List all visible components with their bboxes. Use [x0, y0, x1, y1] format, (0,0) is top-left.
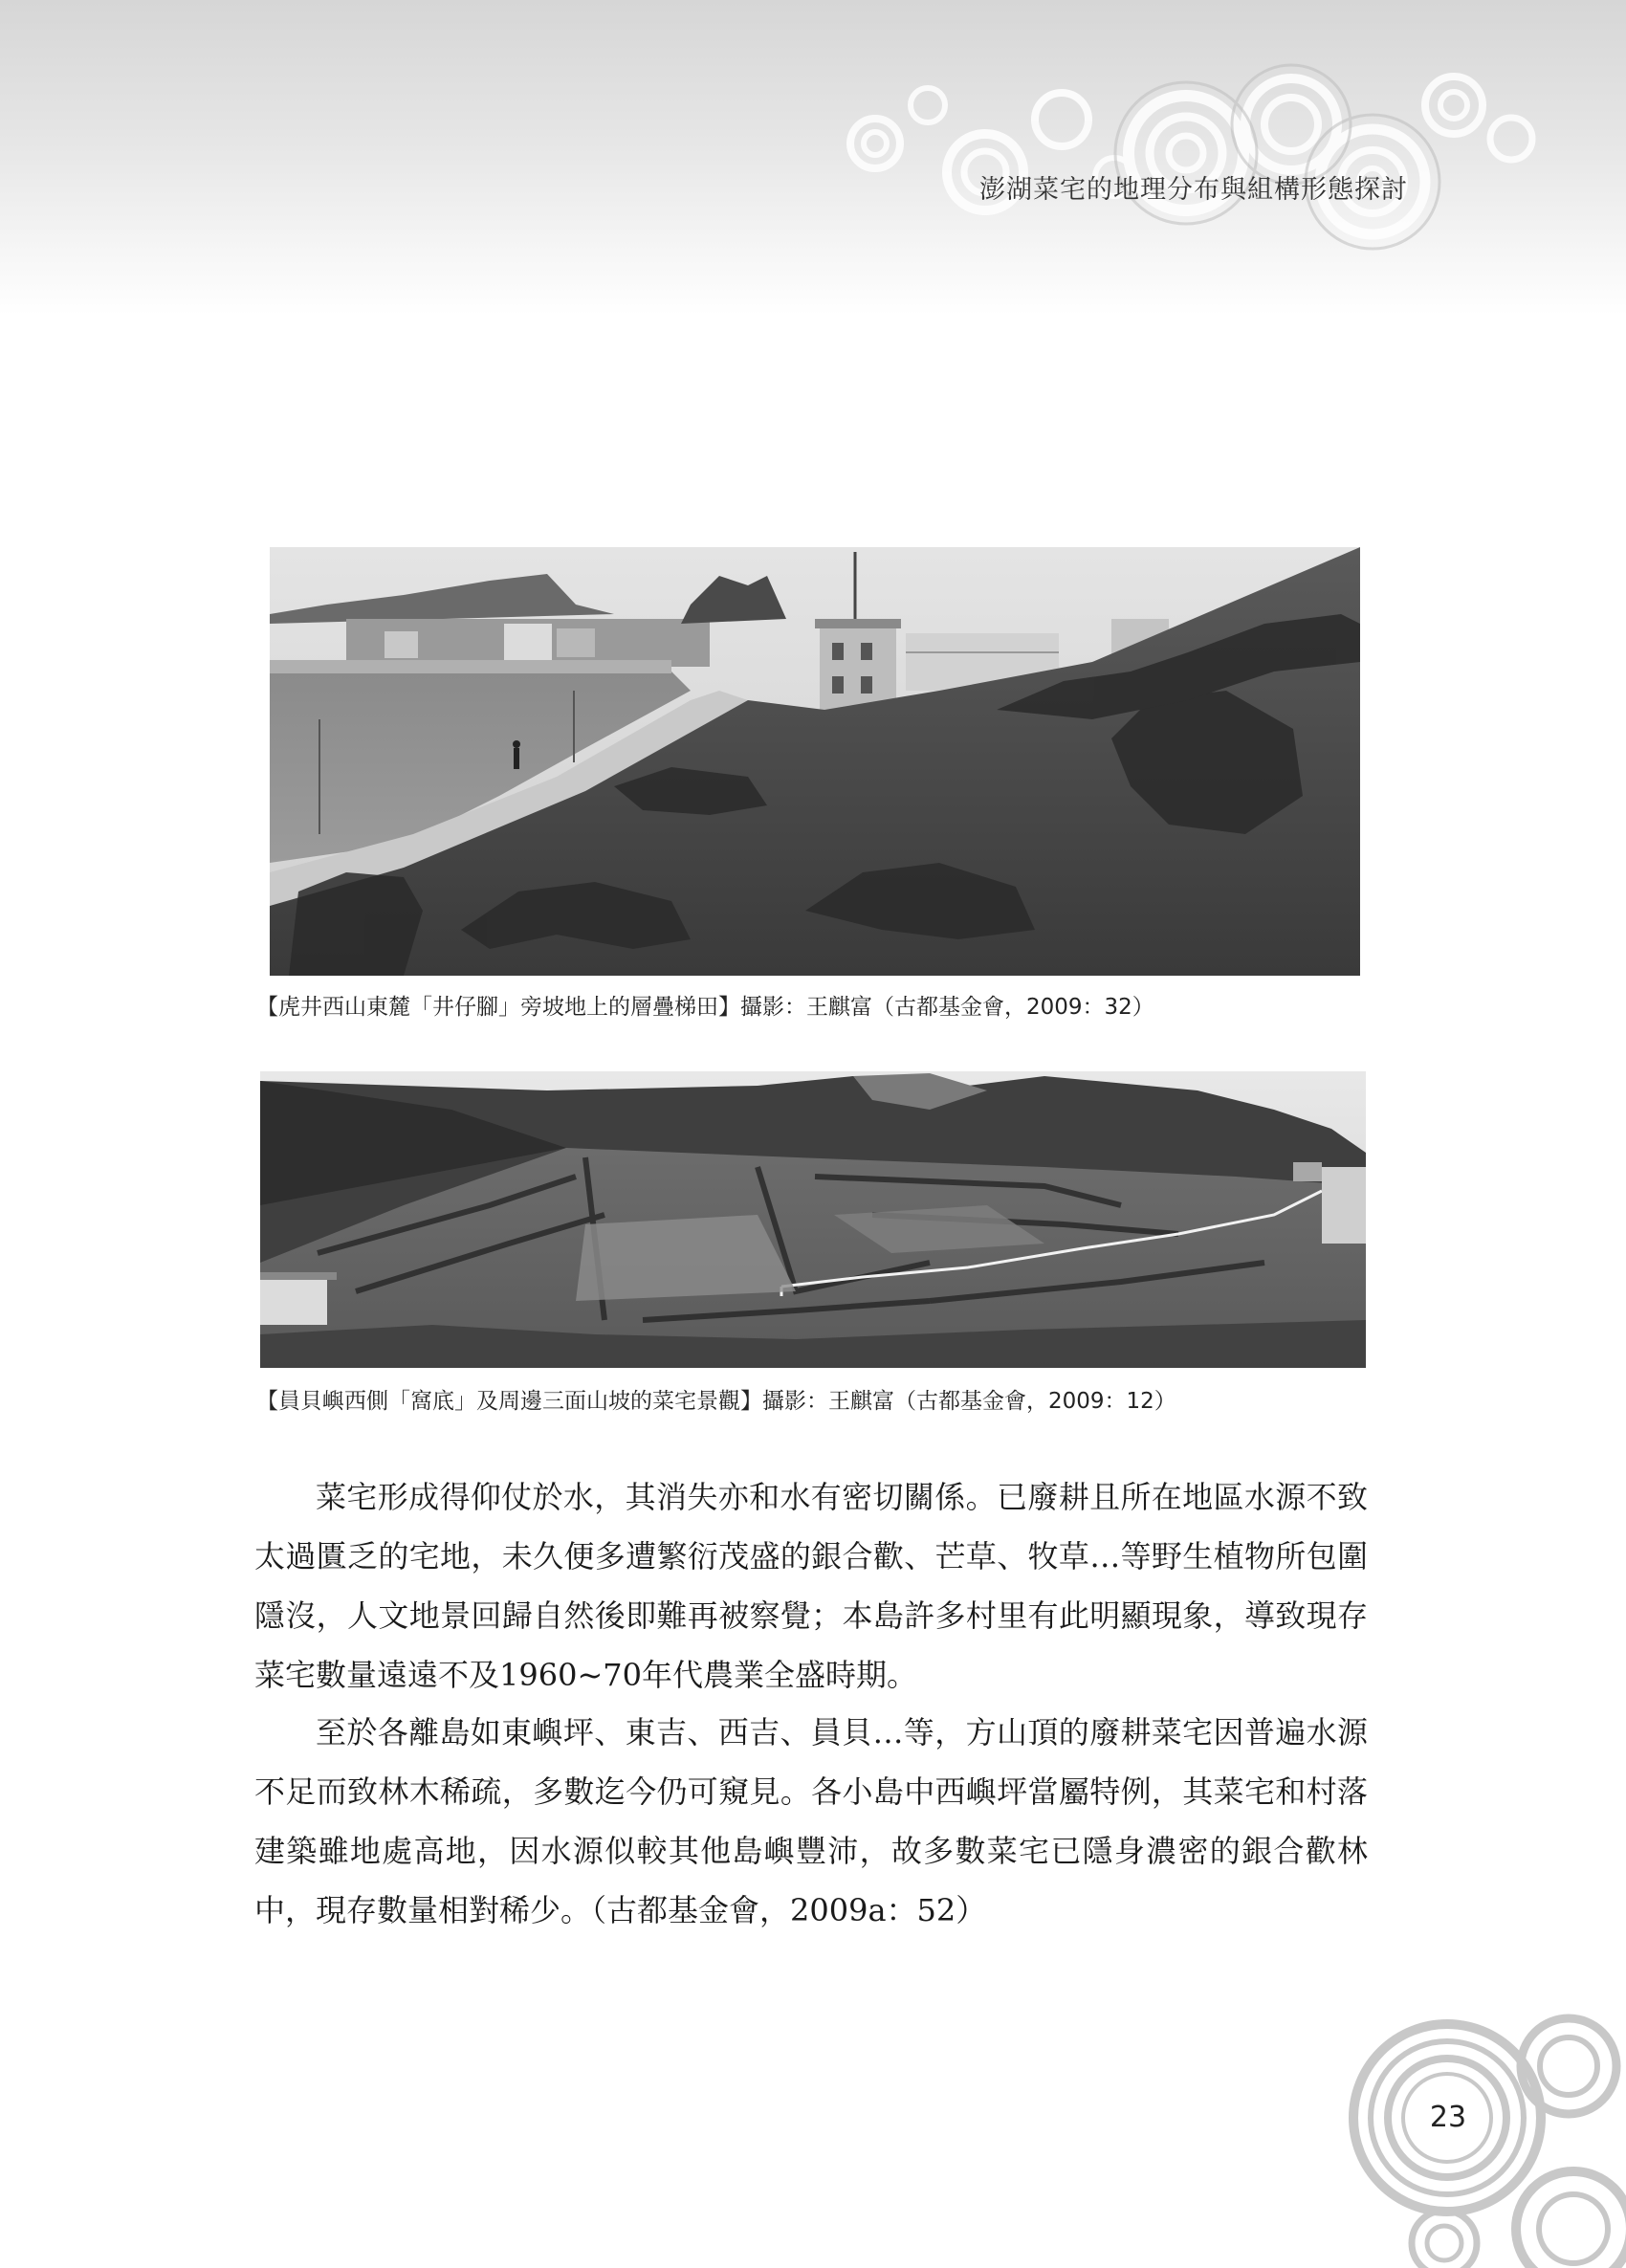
footer-circles-decoration: [1339, 2009, 1626, 2268]
figure-2-caption: 【員貝嶼西側「窩底」及周邊三面山坡的菜宅景觀】攝影：王麒富（古都基金會，2009：12）: [256, 1389, 1176, 1414]
figure-1-photo: [270, 547, 1360, 976]
body-paragraph-1: 菜宅形成得仰仗於水，其消失亦和水有密切關係。已廢耕且所在地區水源不致太過匱乏的宅地，未久便多遭繁衍茂盛的銀合歡、芒草、牧草…等野生植物所包圍隱沒，人文地景回歸自然後即難再被察覺；本島許多村里有此明顯現象，導致現存菜宅數量遠遠不及1960~70年代農業全盛時期。: [254, 1479, 1368, 1693]
figure-1-photo-graphic: [270, 547, 1360, 976]
running-title: 澎湖菜宅的地理分布與組構形態探討: [979, 175, 1408, 205]
body-paragraph-2: 至於各離島如東嶼坪、東吉、西吉、員貝…等，方山頂的廢耕菜宅因普遍水源不足而致林木稀疏，多數迄今仍可窺見。各小島中西嶼坪當屬特例，其菜宅和村落建築雖地處高地，因水源似較其他島嶼豐沛，故多數菜宅已隱身濃密的銀合歡林中，現存數量相對稀少。（古都基金會，2009a：52）: [254, 1714, 1368, 1928]
figure-2-photo: [260, 1071, 1366, 1368]
header-circles-decoration: [784, 38, 1578, 287]
figure-2-photo-graphic: [260, 1071, 1366, 1368]
page-number: 23: [1429, 2101, 1467, 2134]
figure-1-caption: 【虎井西山東麓「井仔腳」旁坡地上的層疊梯田】攝影：王麒富（古都基金會，2009：32）: [256, 995, 1154, 1020]
